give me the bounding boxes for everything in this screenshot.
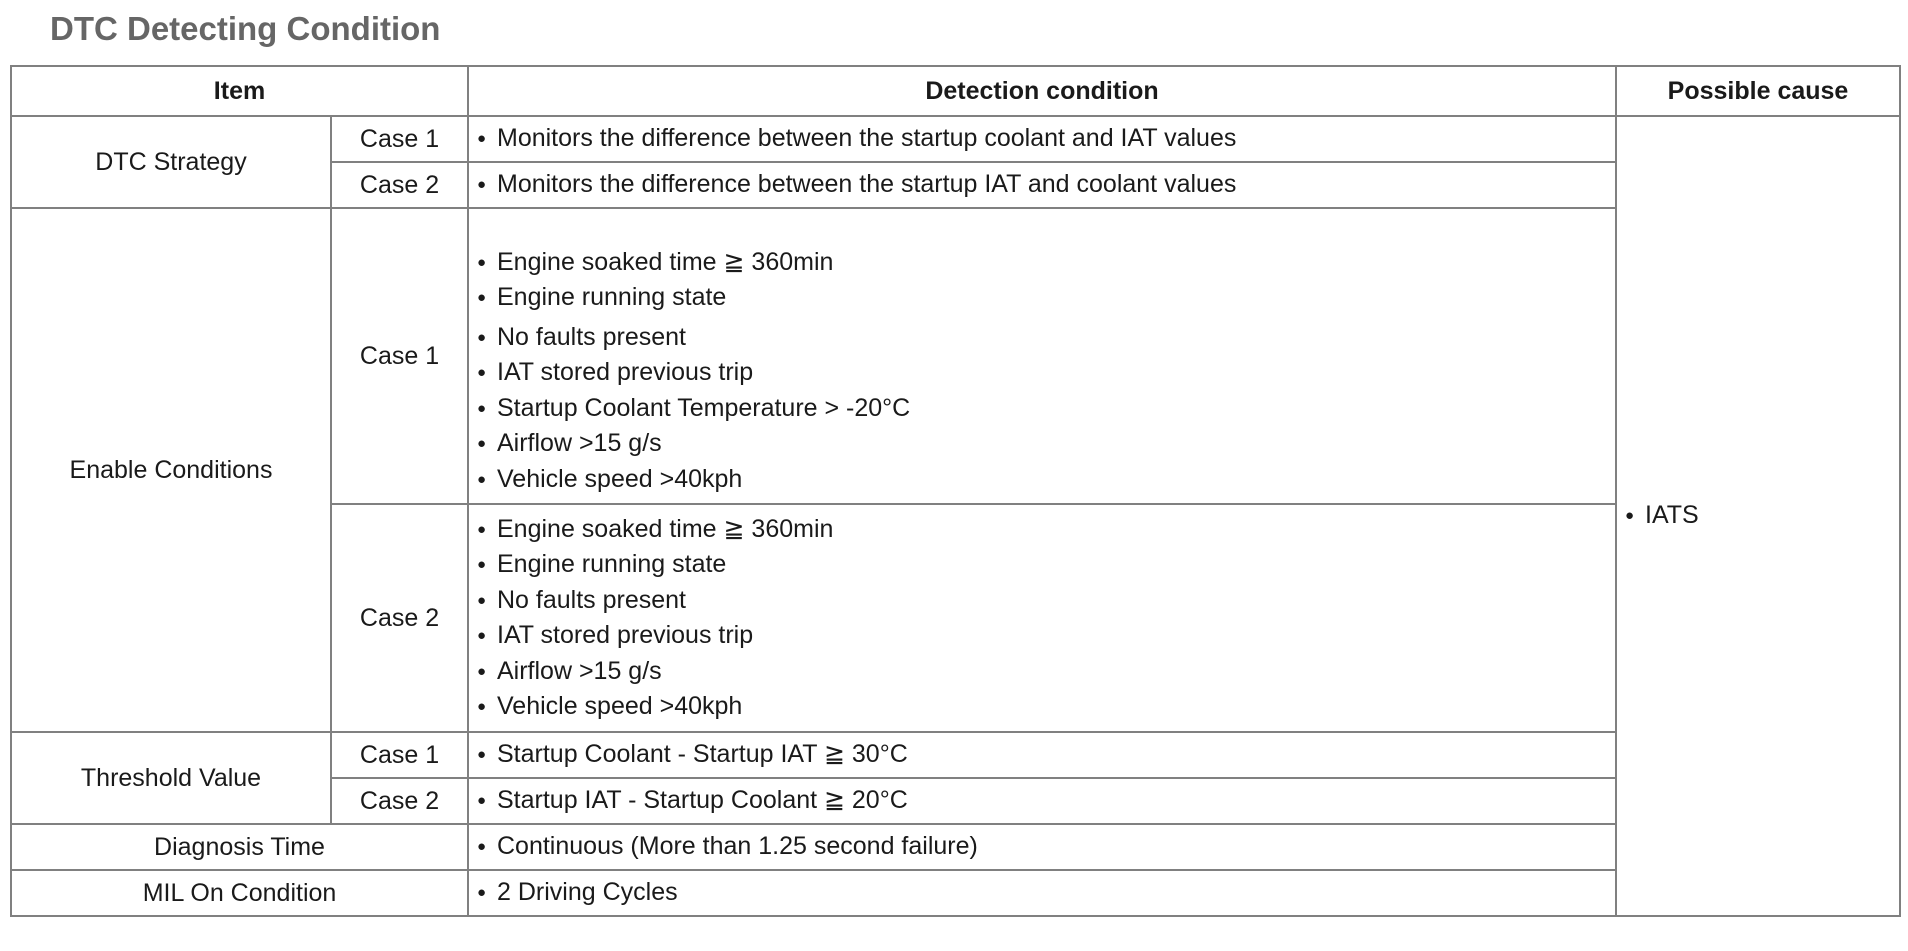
list-item: ● No faults present xyxy=(477,583,1615,619)
bullet-list xyxy=(477,512,1615,725)
header-possible-cause: Possible cause xyxy=(1616,66,1900,116)
list-item: ● Startup Coolant Temperature > -20°C xyxy=(477,391,1615,427)
bullet-list xyxy=(477,829,1615,865)
dtc-condition-table xyxy=(10,65,1901,917)
list-item: ● Airflow >15 g/s xyxy=(477,426,1615,462)
header-item: Item xyxy=(11,66,468,116)
page-title: DTC Detecting Condition xyxy=(50,10,441,47)
row-label-enable-conditions: Enable Conditions xyxy=(11,208,331,732)
list-item: ● Continuous (More than 1.25 second failure) xyxy=(477,829,1615,865)
list-item: ● Startup Coolant - Startup IAT ≧ 30°C xyxy=(477,737,1615,773)
list-item: ● IAT stored previous trip xyxy=(477,618,1615,654)
list-item: ● IAT stored previous trip xyxy=(477,355,1615,391)
list-item: ● 2 Driving Cycles xyxy=(477,875,1615,911)
bullet-list xyxy=(477,737,1615,773)
case-label: Case 2 xyxy=(331,778,468,824)
condition-cell xyxy=(468,208,1616,504)
row-label-diagnosis-time: Diagnosis Time xyxy=(11,824,468,870)
row-label-threshold-value: Threshold Value xyxy=(11,732,331,824)
list-item: ● Engine running state xyxy=(477,547,1615,583)
list-item: ● Vehicle speed >40kph xyxy=(477,689,1615,725)
case-label: Case 1 xyxy=(331,732,468,778)
list-item: ● IATS xyxy=(1625,498,1899,534)
header-detection-condition: Detection condition xyxy=(468,66,1616,116)
bullet-list xyxy=(477,121,1615,157)
condition-cell xyxy=(468,870,1616,916)
condition-cell xyxy=(468,778,1616,824)
condition-cell xyxy=(468,162,1616,208)
bullet-list xyxy=(477,783,1615,819)
case-label: Case 1 xyxy=(331,208,468,504)
condition-cell xyxy=(468,504,1616,732)
case-label: Case 2 xyxy=(331,162,468,208)
row-label-dtc-strategy: DTC Strategy xyxy=(11,116,331,208)
condition-cell xyxy=(468,824,1616,870)
list-item: ● No faults present xyxy=(477,320,1615,356)
case-label: Case 1 xyxy=(331,116,468,162)
table-row xyxy=(11,116,1900,162)
case-label: Case 2 xyxy=(331,504,468,732)
list-item: ● Engine soaked time ≧ 360min xyxy=(477,512,1615,548)
list-item: ● Airflow >15 g/s xyxy=(477,654,1615,690)
condition-cell xyxy=(468,732,1616,778)
bullet-list xyxy=(477,167,1615,203)
list-item: ● Engine running state xyxy=(477,280,1615,316)
bullet-list xyxy=(477,245,1615,316)
list-item: ● Startup IAT - Startup Coolant ≧ 20°C xyxy=(477,783,1615,819)
list-item: ● Engine soaked time ≧ 360min xyxy=(477,245,1615,281)
list-item: ● Vehicle speed >40kph xyxy=(477,462,1615,498)
list-item: ● Monitors the difference between the startup IAT and coolant values xyxy=(477,167,1615,203)
bullet-list xyxy=(477,320,1615,498)
row-label-mil-on-condition: MIL On Condition xyxy=(11,870,468,916)
header-row xyxy=(11,66,1900,116)
bullet-list xyxy=(1625,498,1899,534)
possible-cause-cell xyxy=(1616,116,1900,916)
bullet-list xyxy=(477,875,1615,911)
list-item: ● Monitors the difference between the startup coolant and IAT values xyxy=(477,121,1615,157)
condition-cell xyxy=(468,116,1616,162)
